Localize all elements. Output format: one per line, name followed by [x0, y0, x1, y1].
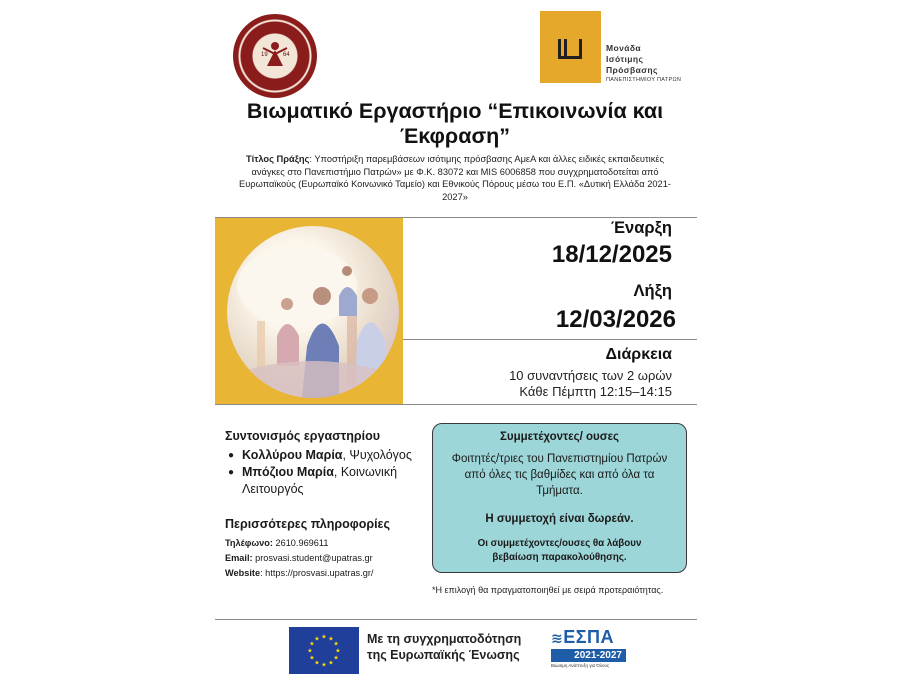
page-title: Βιωματικό Εργαστήριο “Επικοινωνία και Έκφραση” [246, 99, 664, 148]
project-description [235, 153, 675, 203]
workshop-illustration [227, 226, 399, 398]
university-seal-logo [233, 14, 317, 98]
coordinator-role: , Ψυχολόγος [342, 448, 412, 462]
unit-logo-mark-icon [558, 39, 582, 59]
email-line: Email: prosvasi.student@upatras.gr [225, 553, 373, 563]
eu-stars-icon [289, 627, 359, 674]
workshop-image-panel [215, 218, 403, 404]
coordinator-name: Μπόζιου Μαρία [242, 465, 334, 479]
priority-note: *Η επιλογή θα πραγματοποιηθεί με σειρά προτεραιότητας. [432, 585, 664, 595]
coordinator-role: , Κοινωνική Λειτουργός [242, 465, 398, 496]
equal-access-unit-logo [540, 11, 601, 83]
participants-box [432, 423, 687, 573]
eu-star-icon: ★ [333, 655, 339, 662]
duration-label: Διάρκεια [605, 346, 672, 363]
divider [215, 619, 697, 620]
project-label: Τίτλος Πράξης [245, 154, 310, 164]
divider [403, 339, 697, 340]
eu-star-icon: ★ [328, 636, 334, 643]
eu-flag-logo [289, 627, 359, 674]
list-item [228, 464, 423, 498]
certificate-note: Οι συμμετέχοντες/ουσες θα λάβουν βεβαίωση παρακολούθησης. [477, 538, 642, 563]
espa-slogan: Βιώσιμη Ανάπτυξη για Όλους [551, 663, 610, 668]
espa-period: 2021-2027 [551, 649, 626, 662]
phone-line: Τηλέφωνο: 2610.969611 [225, 538, 329, 548]
end-date: 12/03/2026 [555, 306, 676, 333]
start-date: 18/12/2025 [551, 241, 672, 268]
website-line: Website: https://prosvasi.upatras.gr/ [225, 568, 374, 578]
eu-cofunding-text: Με τη συγχρηματοδότηση της Ευρωπαϊκής Ένωσης [367, 632, 522, 662]
coordination-title: Συντονισμός εργαστηρίου [225, 429, 381, 443]
unit-name: Μονάδα Ισότιμης Πρόσβασης [606, 43, 658, 75]
eu-star-icon: ★ [335, 648, 341, 655]
espa-logo [551, 627, 626, 673]
group-session-illustration-icon [227, 226, 399, 398]
project-text: : Υποστήριξη παρεμβάσεων ισότιμης πρόσβασης ΑμεΑ και άλλες ειδικές εκπαιδευτικές ανάγκες στο Πανεπιστήμιο Πατρών» με Φ.Κ. 83072 και MIS 6006858 που συγχρηματοδοτείται από Ευρωπαϊκούς (Ευρωπαϊκό Κοινωνικό Ταμείο) και Εθνικούς Πόρους μέσω του Ε.Π. «Δυτική Ελλάδα 2021-2027» [239, 154, 671, 202]
weekly-schedule: Κάθε Πέμπτη 12:15–14:15 [519, 384, 672, 399]
participants-title: Συμμετέχοντες/ ουσες [499, 431, 620, 443]
website-link[interactable]: : https://prosvasi.upatras.gr/ [260, 568, 374, 578]
eu-star-icon: ★ [314, 636, 320, 643]
eu-star-icon: ★ [307, 648, 313, 655]
eu-star-icon: ★ [321, 662, 327, 669]
seal-year-left: 19 [261, 52, 268, 58]
espa-name: ≋ΕΣΠΑ [551, 627, 615, 647]
start-label: Έναρξη [610, 219, 672, 237]
email-link[interactable]: prosvasi.student@upatras.gr [252, 553, 373, 563]
coordinator-name: Κολλύρου Μαρία [242, 448, 343, 462]
coordinators-list [228, 447, 423, 498]
eu-star-icon: ★ [309, 641, 315, 648]
more-info-title: Περισσότερες πληροφορίες [225, 517, 390, 531]
eu-star-icon: ★ [328, 660, 334, 667]
end-label: Λήξη [633, 282, 672, 300]
divider [215, 404, 697, 405]
eu-star-icon: ★ [314, 660, 320, 667]
eu-star-icon: ★ [321, 634, 327, 641]
seal-year-right: 64 [283, 52, 290, 58]
phone-value: 2610.969611 [272, 538, 329, 548]
duration-text: 10 συναντήσεις των 2 ωρών [509, 368, 672, 383]
list-item [228, 447, 423, 464]
unit-subtitle: ΠΑΝΕΠΙΣΤΗΜΙΟΥ ΠΑΤΡΩΝ [606, 77, 682, 83]
participants-description: Φοιτητές/τριες του Πανεπιστημίου Πατρών από όλες τις βαθμίδες και από όλα τα Τμήματα. [451, 453, 668, 497]
eu-star-icon: ★ [309, 655, 315, 662]
eu-star-icon: ★ [333, 641, 339, 648]
participation-free: Η συμμετοχή είναι δωρεάν. [485, 513, 634, 525]
